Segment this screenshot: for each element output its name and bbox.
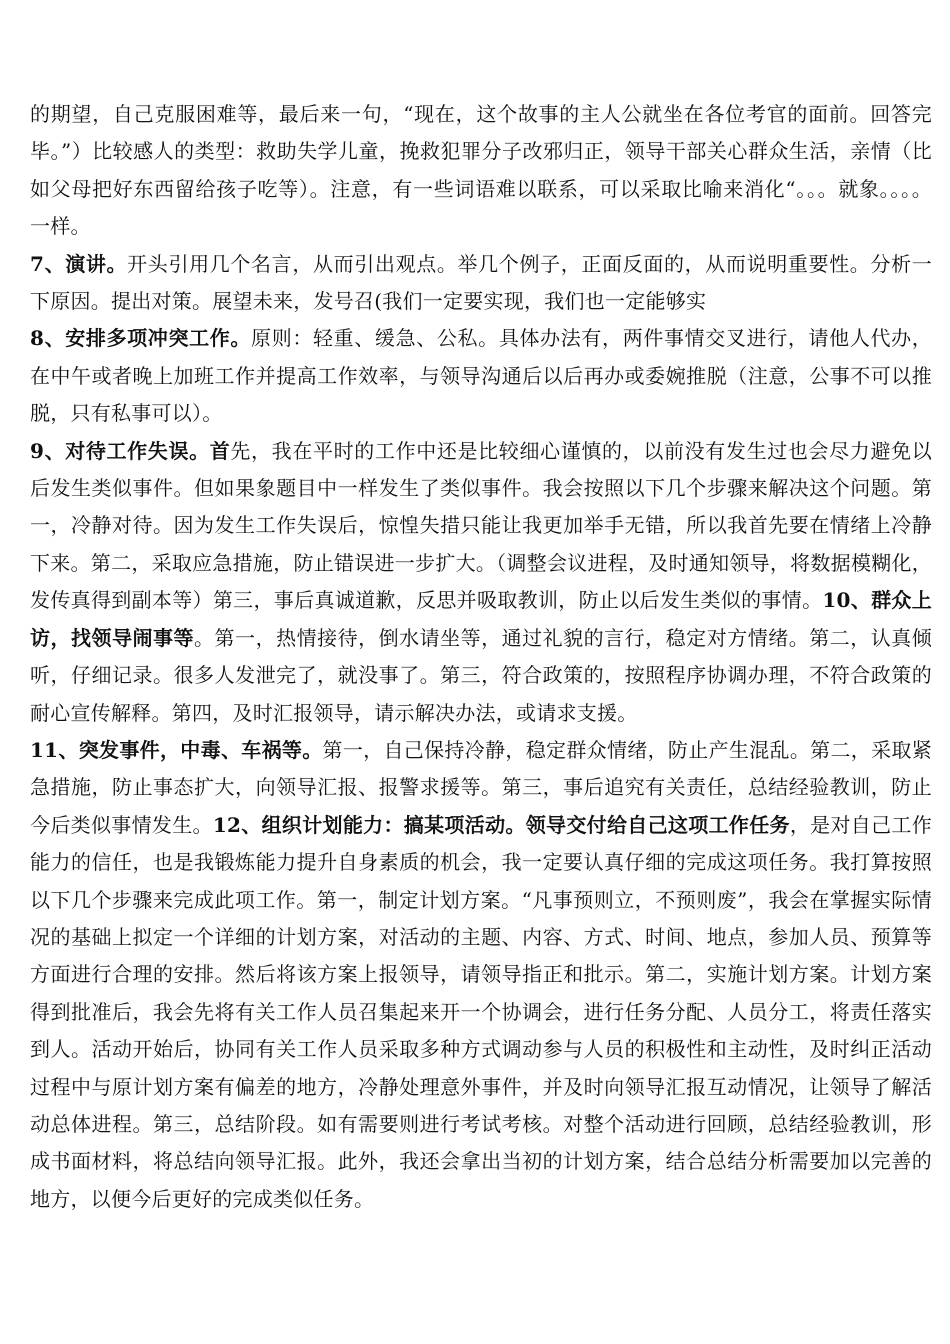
paragraph-text: 的期望，自己克服困难等，最后来一句，“现在，这个故事的主人公就坐在各位考官的面前。回答完毕。”）比较感人的类型：救助失学儿童，挽救犯罪分子改邪归正，领导干部关心群众生活，亲情（比如父母把好东西留给孩子吃等）。注意，有一些词语难以联系，可以采取比喻来消化“。。。就象。。。。一样。 xyxy=(30,102,932,239)
paragraph-story-answer xyxy=(30,96,932,246)
item-heading: 12、组织计划能力：搞某项活动。领导交付给自己这项工作任务 xyxy=(212,812,790,837)
item-heading: 8、安排多项冲突工作。 xyxy=(30,326,252,351)
paragraph-item-8 xyxy=(30,320,932,432)
paragraph-text: 先，我在平时的工作中还是比较细心谨慎的，以前没有发生过也会尽力避免以后发生类似事件。但如果象题目中一样发生了类似事件。我会按照以下几个步骤来解决这个问题。第一，冷静对待。因为发生工作失误后，惊惶失措只能让我更加举手无错，所以我首先要在情绪上冷静下来。第二，采取应急措施，防止错误进一步扩大。（调整会议进程，及时通知领导，将数据模糊化，发传真得到副本等）第三，事后真诚道歉，反思并吸取教训，防止以后发生类似的事情。 xyxy=(30,438,932,613)
paragraph-item-9-10 xyxy=(30,433,932,732)
item-heading: 11、突发事件，中毒、车祸等。 xyxy=(30,737,323,762)
item-heading: 7、演讲。 xyxy=(30,251,128,276)
paragraph-item-7 xyxy=(30,246,932,321)
item-heading: 9、对待工作失误。首 xyxy=(30,438,231,463)
paragraph-text: 原则：轻重、缓急、公私。具体办法有，两件事情交叉进行，请他人代办，在中午或者晚上加班工作并提高工作效率，与领导沟通后以后再办或委婉推脱（注意，公事不可以推脱，只有私事可以）。 xyxy=(30,326,933,426)
paragraph-text: 开头引用几个名言，从而引出观点。举几个例子，正面反面的，从而说明重要性。分析一下原因。提出对策。展望未来，发号召(我们一定要实现，我们也一定能够实 xyxy=(30,251,932,314)
paragraph-text: 第一，自己保持冷静，稳定群众情绪，防止产生混乱。第二，采取紧急措施，防止事态扩大，向领导汇报、报警求援等。第三，事后追究有关责任，总结经验教训，防止今后类似事情发生。 xyxy=(30,737,932,837)
paragraph-text: ，是对自己工作能力的信任，也是我锻炼能力提升自身素质的机会，我一定要认真仔细的完成这项任务。我打算按照以下几个步骤来完成此项工作。第一，制定计划方案。“凡事预则立，不预则废”，我会在掌握实际情况的基础上拟定一个详细的计划方案，对活动的主题、内容、方式、时间、地点，参加人员、预算等方面进行合理的安排。然后将该方案上报领导，请领导指正和批示。第二，实施计划方案。计划方案得到批准后，我会先将有关工作人员召集起来开一个协调会，进行任务分配、人员分工，将责任落实到人。活动开始后，协同有关工作人员采取多种方式调动参与人员的积极性和主动性，及时纠正活动过程中与原计划方案有偏差的地方，冷静处理意外事件，并及时向领导汇报互动情况，让领导了解活动总体进程。第三，总结阶段。如有需要则进行考试考核。对整个活动进行回顾，总结经验教训，形成书面材料，将总结向领导汇报。此外，我还会拿出当初的计划方案，结合总结分析需要加以完善的地方，以便今后更好的完成类似任务。 xyxy=(30,812,932,1211)
item-heading: 10、群众上访，找领导闹事等 xyxy=(30,588,932,650)
paragraph-item-11-12 xyxy=(30,732,932,1218)
paragraph-text: 。第一，热情接待，倒水请坐等，通过礼貌的言行，稳定对方情绪。第二，认真倾听，仔细记录。很多人发泄完了，就没事了。第三，符合政策的，按照程序协调办理，不符合政策的耐心宣传解释。第四，及时汇报领导，请示解决办法，或请求支援。 xyxy=(30,625,932,725)
